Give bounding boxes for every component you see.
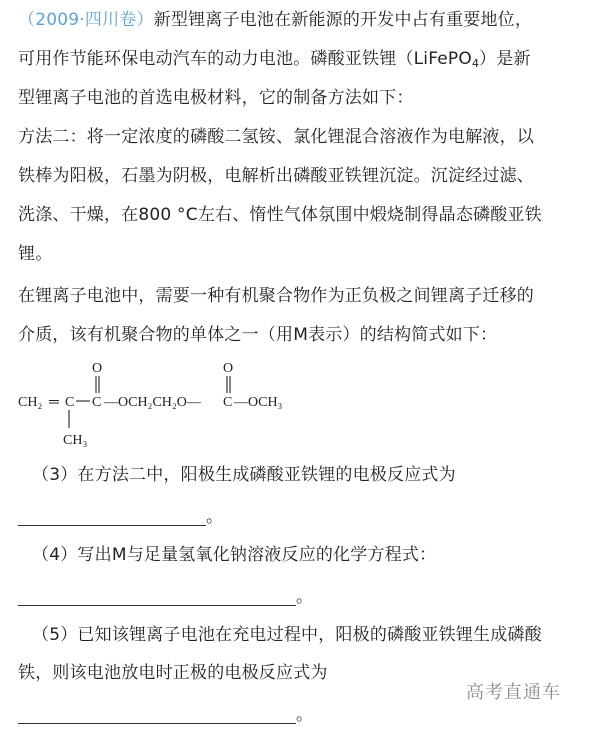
intro-line-1 [18,8,532,32]
question-3-answer-line [18,505,223,529]
polymer-line-1: 在锂离子电池中，需要一种有机聚合物作为正负极之间锂离子迁移的 [18,286,534,306]
structural-formula [18,360,318,450]
question-3 [32,463,456,487]
question-4-end: 。 [296,587,314,607]
method-line-3: 洗涤、干燥，在800 °C左右、惰性气体氛围中煅烧制得晶态磷酸亚铁 [18,205,542,225]
question-3-text: 在方法二中，阳极生成磷酸亚铁锂的电极反应式为 [77,465,456,485]
question-4-answer-line [18,585,313,609]
source-tag: （2009·四川卷） [18,10,154,30]
formula-carbonyl-o-1: O [92,361,103,376]
question-4-blank[interactable] [18,589,296,606]
question-5 [32,623,542,647]
question-5-line-2: 铁，则该电池放电时正极的电极反应式为 [18,663,328,683]
intro-text-1: 新型锂离子电池在新能源的开发中占有重要地位， [153,10,533,30]
formula-carbonyl-o-2: O [223,361,234,376]
question-5-end: 。 [296,705,314,725]
question-5-answer-line [18,703,313,727]
question-4-number: （4） [32,545,78,565]
question-5-text: 已知该锂离子电池在充电过程中，阳极的磷酸亚铁锂生成磷酸 [77,625,542,645]
question-3-number: （3） [32,465,78,485]
question-5-blank[interactable] [18,707,296,724]
formula-double-bond: ═ [49,395,59,410]
formula-c1: C [65,395,75,410]
intro-line-2 [18,47,531,76]
question-5-number: （5） [32,625,78,645]
formula-c2: C [92,395,102,410]
formula-ch2: CH₂ [18,395,43,410]
watermark-text: 高考直通车 [466,682,561,703]
formula-chain: —OCH₂CH₂O— [104,395,201,410]
intro-text-2a: 可用作节能环保电动汽车的动力电池。磷酸亚铁锂（LiFePO [18,49,472,69]
polymer-line-2: 介质，该有机聚合物的单体之一（用M表示）的结构简式如下： [18,325,498,345]
formula-subscript: 4 [471,57,480,70]
formula-och3: —OCH₃ [234,395,283,410]
formula-c3: C [223,395,233,410]
formula-ch3: CH₃ [63,433,88,448]
intro-text-2b: ）是新 [479,49,531,69]
method-line-1: 方法二：将一定浓度的磷酸二氢铵、氯化锂混合溶液作为电解液，以 [18,127,534,147]
intro-line-3: 型锂离子电池的首选电极材料，它的制备方法如下： [18,88,414,108]
question-4 [32,543,436,567]
question-4-text: 写出M与足量氢氧化钠溶液反应的化学方程式： [77,545,437,565]
method-line-2: 铁棒为阳极，石墨为阴极，电解析出磷酸亚铁锂沉淀。沉淀经过滤、 [18,166,534,186]
question-3-blank[interactable] [18,509,206,526]
method-line-4: 锂。 [18,244,53,264]
question-3-end: 。 [206,507,224,527]
